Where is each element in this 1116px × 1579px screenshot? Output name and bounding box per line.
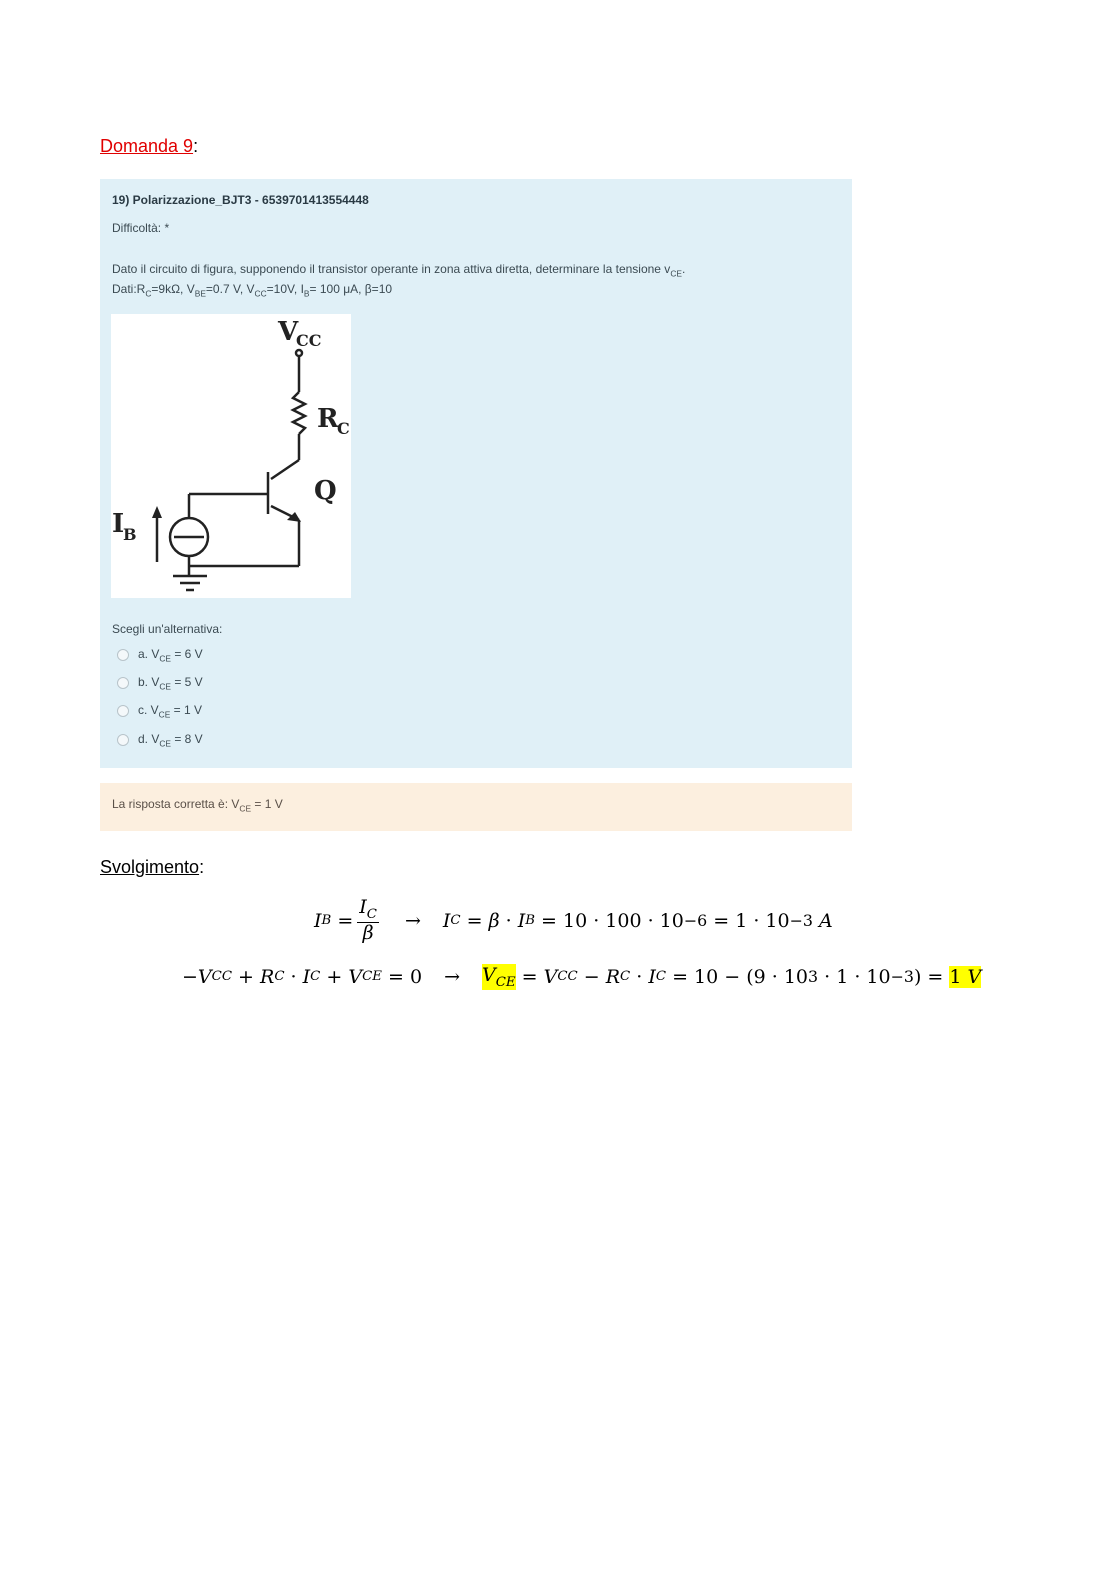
question-heading xyxy=(100,136,198,157)
option-a-label: a. $V_{CE} = 6$ V xyxy=(138,647,203,664)
rc-label: R xyxy=(317,404,339,434)
solution-colon: : xyxy=(199,857,205,877)
option-b[interactable] xyxy=(117,675,203,691)
heading-colon: : xyxy=(193,136,199,156)
radio-icon[interactable] xyxy=(117,649,129,661)
option-c[interactable] xyxy=(117,703,202,719)
bjt-circuit-diagram xyxy=(111,314,351,598)
quiz-panel xyxy=(100,179,852,768)
correct-answer-text: La risposta corretta è: $V_{CE} = 1$ V xyxy=(112,797,283,814)
equation-2: − V CC + R C · I C + V CE = 0 → $V_{CE}$ = V CC − R C · I C = 10 − (9 · 10 3 · 1 · 10 −3 ) = 1 V xyxy=(182,964,982,990)
q-label: Q xyxy=(314,476,337,506)
rc-sub: C xyxy=(337,419,350,438)
quiz-title: 19) Polarizzazione_BJT3 - 6539701413554448 xyxy=(112,193,369,207)
circuit-figure xyxy=(111,314,351,598)
solution-link: Svolgimento xyxy=(100,857,200,877)
choose-label: Scegli un'alternativa: xyxy=(112,622,223,636)
ib-sub: B xyxy=(123,525,137,544)
question-text: Dato il circuito di figura, supponendo il transistor operante in zona attiva diretta, determinare la tensione v xyxy=(112,262,671,276)
question-link[interactable]: Domanda 9 xyxy=(100,136,194,156)
option-d-label: d. $V_{CE} = 8$ V xyxy=(138,732,203,749)
option-d[interactable] xyxy=(117,732,203,748)
equation-1: I B = $\frac{I_C}{\beta}$ → I C = β · I B = 10 · 100 · 10 −6 = 1 · 10 −3 A xyxy=(314,896,833,945)
solution-heading xyxy=(100,857,204,878)
option-c-label: c. $V_{CE} = 1$ V xyxy=(138,703,202,720)
radio-icon[interactable] xyxy=(117,677,129,689)
vcc-label: V xyxy=(278,317,299,347)
quiz-difficulty: Difficoltà: * xyxy=(112,221,170,235)
radio-icon[interactable] xyxy=(117,705,129,717)
dati-label: Dati:R xyxy=(112,282,146,296)
correct-answer-panel xyxy=(100,783,852,831)
option-b-label: b. $V_{CE} = 5$ V xyxy=(138,675,203,692)
question-end: . xyxy=(681,262,686,276)
quiz-question xyxy=(112,262,685,278)
radio-icon[interactable] xyxy=(117,734,129,746)
ib-label: I xyxy=(112,509,125,539)
vcc-sub: CC xyxy=(296,331,322,350)
option-a[interactable] xyxy=(117,647,203,663)
quiz-data: $Dati:R_C=9k\Omega$, $V_{BE}=0.7$ V, $V_{CC}=10V$, $I_B= 100$ μA, β=10 xyxy=(112,282,393,299)
question-sub: CE xyxy=(670,268,682,279)
